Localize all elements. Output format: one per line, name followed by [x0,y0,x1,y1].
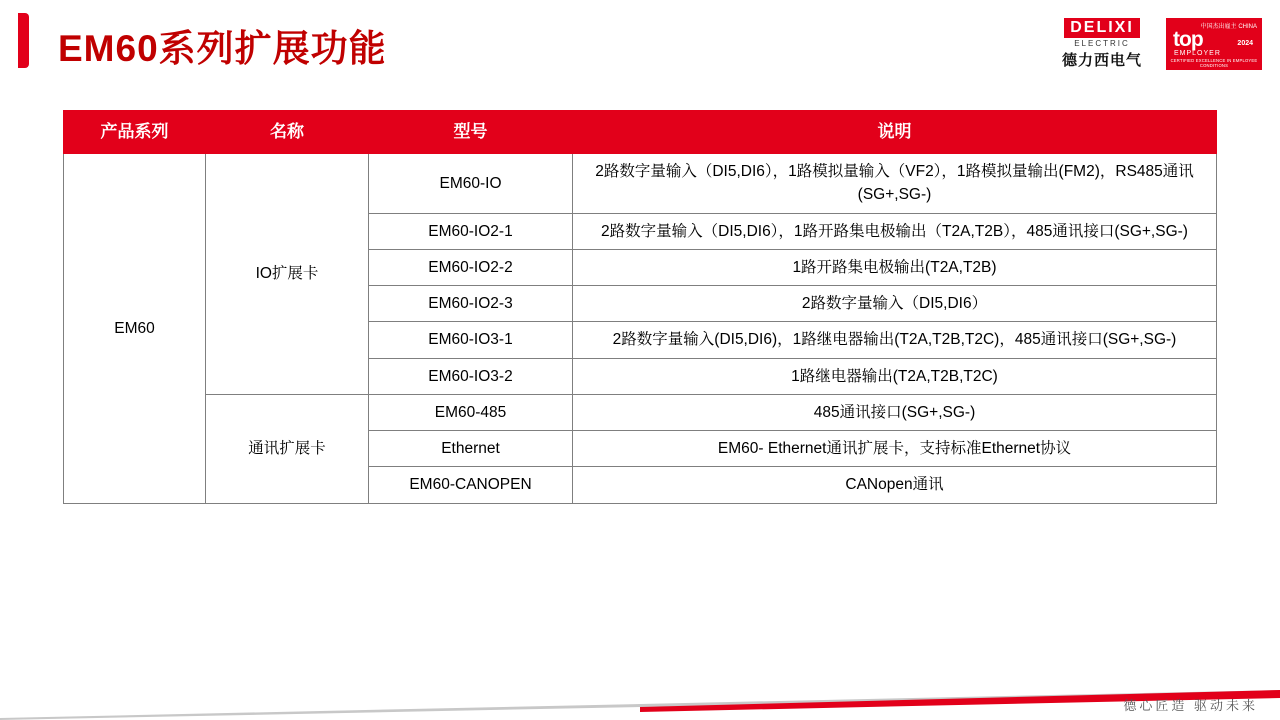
cell-description: 2路数字量输入（DI5,DI6），1路模拟量输入（VF2），1路模拟量输出(FM2)，RS485通讯(SG+,SG-) [573,154,1217,214]
top-employer-badge [1166,18,1262,70]
cell-description: 1路开路集电极输出(T2A,T2B) [573,249,1217,285]
table-header-row [64,111,1217,154]
delixi-logo [1044,18,1160,70]
spec-table-wrapper [63,110,1217,504]
column-header-name: 名称 [206,111,369,154]
cell-group-name-io: IO扩展卡 [206,154,369,395]
spec-table [63,110,1217,504]
cell-description: 1路继电器输出(T2A,T2B,T2C) [573,358,1217,394]
column-header-description: 说明 [573,111,1217,154]
page-title: EM60系列扩展功能 [58,28,387,69]
cell-description: EM60- Ethernet通讯扩展卡，支持标准Ethernet协议 [573,431,1217,467]
cell-model: EM60-IO2-2 [369,249,573,285]
cell-description: 2路数字量输入(DI5,DI6)，1路继电器输出(T2A,T2B,T2C)，485通讯接口(SG+,SG-) [573,322,1217,358]
top-employer-title: top [1173,28,1203,51]
cell-model: EM60-IO [369,154,573,214]
footer-slogan: 德心匠造 驱动未来 [1123,698,1258,713]
delixi-logo-en-sub: ELECTRIC [1074,39,1130,48]
top-employer-country: 中国杰出雇主 CHINA [1200,24,1257,30]
delixi-logo-en: DELIXI [1064,18,1140,38]
cell-description: 2路数字量输入（DI5,DI6），1路开路集电极输出（T2A,T2B），485通讯接口(SG+,SG-) [573,213,1217,249]
cell-model: EM60-IO2-1 [369,213,573,249]
slide-header [0,0,1280,92]
delixi-logo-cn: 德力西电气 [1061,52,1142,69]
cell-model: EM60-IO3-2 [369,358,573,394]
cell-model: EM60-IO3-1 [369,322,573,358]
cell-group-name-comm: 通讯扩展卡 [206,394,369,503]
top-employer-footnote: CERTIFIED EXCELLENCE IN EMPLOYEE CONDITIONS [1170,58,1258,68]
logo-area [1044,16,1262,72]
table-row [64,154,1217,214]
cell-model: EM60-CANOPEN [369,467,573,503]
cell-description: 485通讯接口(SG+,SG-) [573,394,1217,430]
column-header-series: 产品系列 [64,111,206,154]
cell-model: EM60-IO2-3 [369,286,573,322]
table-row [64,394,1217,430]
footer-decoration [0,672,1280,720]
column-header-model: 型号 [369,111,573,154]
slide-footer [0,672,1280,720]
title-accent-bar [18,13,29,68]
cell-description: CANopen通讯 [573,467,1217,503]
cell-description: 2路数字量输入（DI5,DI6） [573,286,1217,322]
cell-model: EM60-485 [369,394,573,430]
cell-product-series: EM60 [64,154,206,504]
top-employer-year: 2024 [1237,40,1253,47]
cell-model: Ethernet [369,431,573,467]
top-employer-subtitle: EMPLOYER [1174,50,1221,57]
